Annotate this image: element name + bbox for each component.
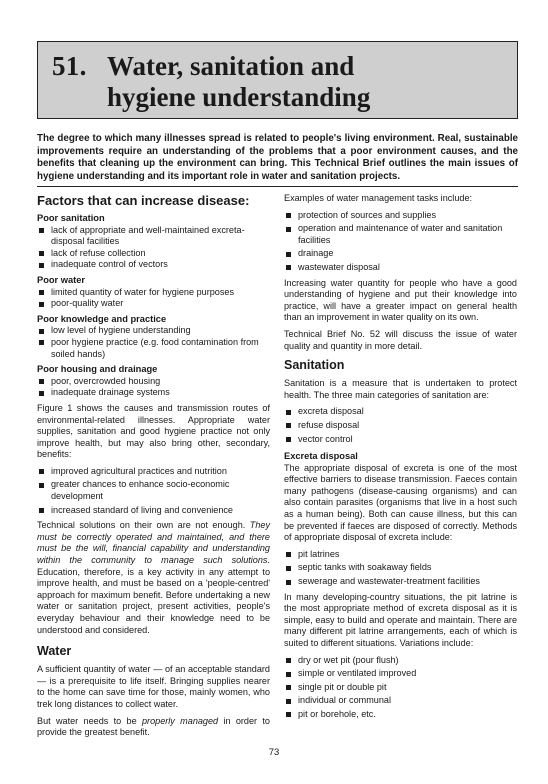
group-list-sanitation <box>37 225 270 271</box>
group-title-sanitation: Poor sanitation <box>37 213 105 223</box>
water-paragraph: A sufficient quantity of water — of an acceptable standard — is a prerequisite to life itself. Bringing supplies nearer to the home can save time for those, mainly women, who trek long distances to collect water. <box>37 664 270 709</box>
examples-list <box>284 210 517 274</box>
list-item: operation and maintenance of water and sanitation facilities <box>284 223 517 246</box>
categories-list <box>284 406 517 445</box>
left-column <box>37 193 270 744</box>
list-item: improved agricultural practices and nutrition <box>37 466 270 478</box>
methods-list <box>284 549 517 588</box>
figure-paragraph: Figure 1 shows the causes and transmission routes of environmental-related illnesses. Appropriate water supplies, sanitation and good hygiene practice not only improve health, but may also bring other, secondary, benefits: <box>37 402 270 460</box>
list-item: dry or wet pit (pour flush) <box>284 655 517 667</box>
title-line-1: Water, sanitation and <box>107 51 355 81</box>
list-item: wastewater disposal <box>284 262 517 274</box>
list-item: poor, overcrowded housing <box>37 376 270 388</box>
brief-number: 51. <box>52 51 87 81</box>
group-list-water <box>37 287 270 310</box>
list-item: septic tanks with soakaway fields <box>284 562 517 574</box>
list-item: lack of refuse collection <box>37 248 270 260</box>
sanitation-paragraph: Sanitation is a measure that is undertaken to protect health. The three main categories of sanitation are: <box>284 378 517 400</box>
examples-intro: Examples of water management tasks include: <box>284 193 473 203</box>
list-item: individual or communal <box>284 695 517 707</box>
emphasis-text: properly managed <box>142 715 219 726</box>
list-item: vector control <box>284 434 517 446</box>
list-item: pit or borehole, etc. <box>284 709 517 721</box>
divider <box>37 186 518 187</box>
list-item: excreta disposal <box>284 406 517 418</box>
group-list-housing <box>37 376 270 399</box>
list-item: lack of appropriate and well-maintained excreta-disposal facilities <box>37 225 270 248</box>
title-line-2: hygiene understanding <box>107 82 371 112</box>
title-box <box>37 41 518 119</box>
group-title-knowledge: Poor knowledge and practice <box>37 313 167 324</box>
sanitation-heading: Sanitation <box>284 358 345 373</box>
benefits-list <box>37 466 270 516</box>
list-item: protection of sources and supplies <box>284 210 517 222</box>
list-item: greater chances to enhance socio-economic development <box>37 479 270 502</box>
water-heading: Water <box>37 644 72 659</box>
increase-paragraph: Increasing water quantity for people who have a good understanding of hygiene and put their knowledge into practice, will have a greater impact on general health than an improvement in water quality on its own. <box>284 277 517 323</box>
excreta-paragraph: The appropriate disposal of excreta is one of the most effective barriers to disease transmission. Faeces contain many pathogens (disease-causing organisms) and can also contain parasites (organisms that live in a host such as a human being). Both can cause illness, but this can be prevented if faeces are disposed of correctly. Methods of appropriate disposal of excreta include: <box>284 462 517 543</box>
excreta-heading: Excreta disposal <box>284 451 358 462</box>
text-run: in order to provide the greatest benefit. <box>37 715 270 738</box>
brief-reference-paragraph: Technical Brief No. 52 will discuss the issue of water quality and quantity in more detail. <box>284 328 517 351</box>
group-title-housing: Poor housing and drainage <box>37 364 158 375</box>
list-item: pit latrines <box>284 549 517 561</box>
list-item: increased standard of living and convenience <box>37 505 270 517</box>
emphasis-text: They must be correctly operated and maintained, and there must be the will, financial capability and understanding within the community to manage such solutions. <box>37 520 270 566</box>
text-run: Technical solutions on their own are not enough. <box>37 520 250 531</box>
text-run: Education, therefore, is a key activity in any attempt to improve health, and must be based on a 'people-centred' approach for maximum benefit. Before undertaking a new water or sanitation project, present activities, people's everyday behaviour and their knowledge need to be understood and considered. <box>37 566 270 635</box>
group-list-knowledge <box>37 325 270 360</box>
technical-solutions-paragraph <box>37 520 270 636</box>
list-item: limited quantity of water for hygiene purposes <box>37 287 270 299</box>
list-item: refuse disposal <box>284 420 517 432</box>
list-item: inadequate control of vectors <box>37 259 270 271</box>
list-item: inadequate drainage systems <box>37 387 270 399</box>
list-item: simple or ventilated improved <box>284 668 517 680</box>
factors-heading: Factors that can increase disease: <box>37 193 250 208</box>
pit-latrine-paragraph: In many developing-country situations, the pit latrine is the most appropriate method of excreta disposal as it is simple, easy to build and operate and maintain. There are many different pit latrine arrangements, each of which is suited to different situations. Variations include: <box>284 591 517 648</box>
list-item: single pit or double pit <box>284 682 517 694</box>
right-column <box>284 193 517 725</box>
page-number: 73 <box>268 747 280 758</box>
water-management-paragraph <box>37 716 270 739</box>
group-title-water: Poor water <box>37 274 86 285</box>
list-item: drainage <box>284 248 517 260</box>
list-item: sewerage and wastewater-treatment facilities <box>284 576 517 588</box>
text-run: But water needs to be <box>37 715 142 726</box>
list-item: poor hygiene practice (e.g. food contamination from soiled hands) <box>37 337 270 360</box>
list-item: poor-quality water <box>37 298 270 310</box>
list-item: low level of hygiene understanding <box>37 325 270 337</box>
variations-list <box>284 655 517 721</box>
intro-paragraph: The degree to which many illnesses spread is related to people's living environment. Real, sustainable improvements require an understanding of the problems that a poor environment causes, and the benefits that cleaning up the environment can bring. This Technical Brief outlines the main issues of hygiene understanding and its important role in water and sanitation projects. <box>37 133 518 182</box>
